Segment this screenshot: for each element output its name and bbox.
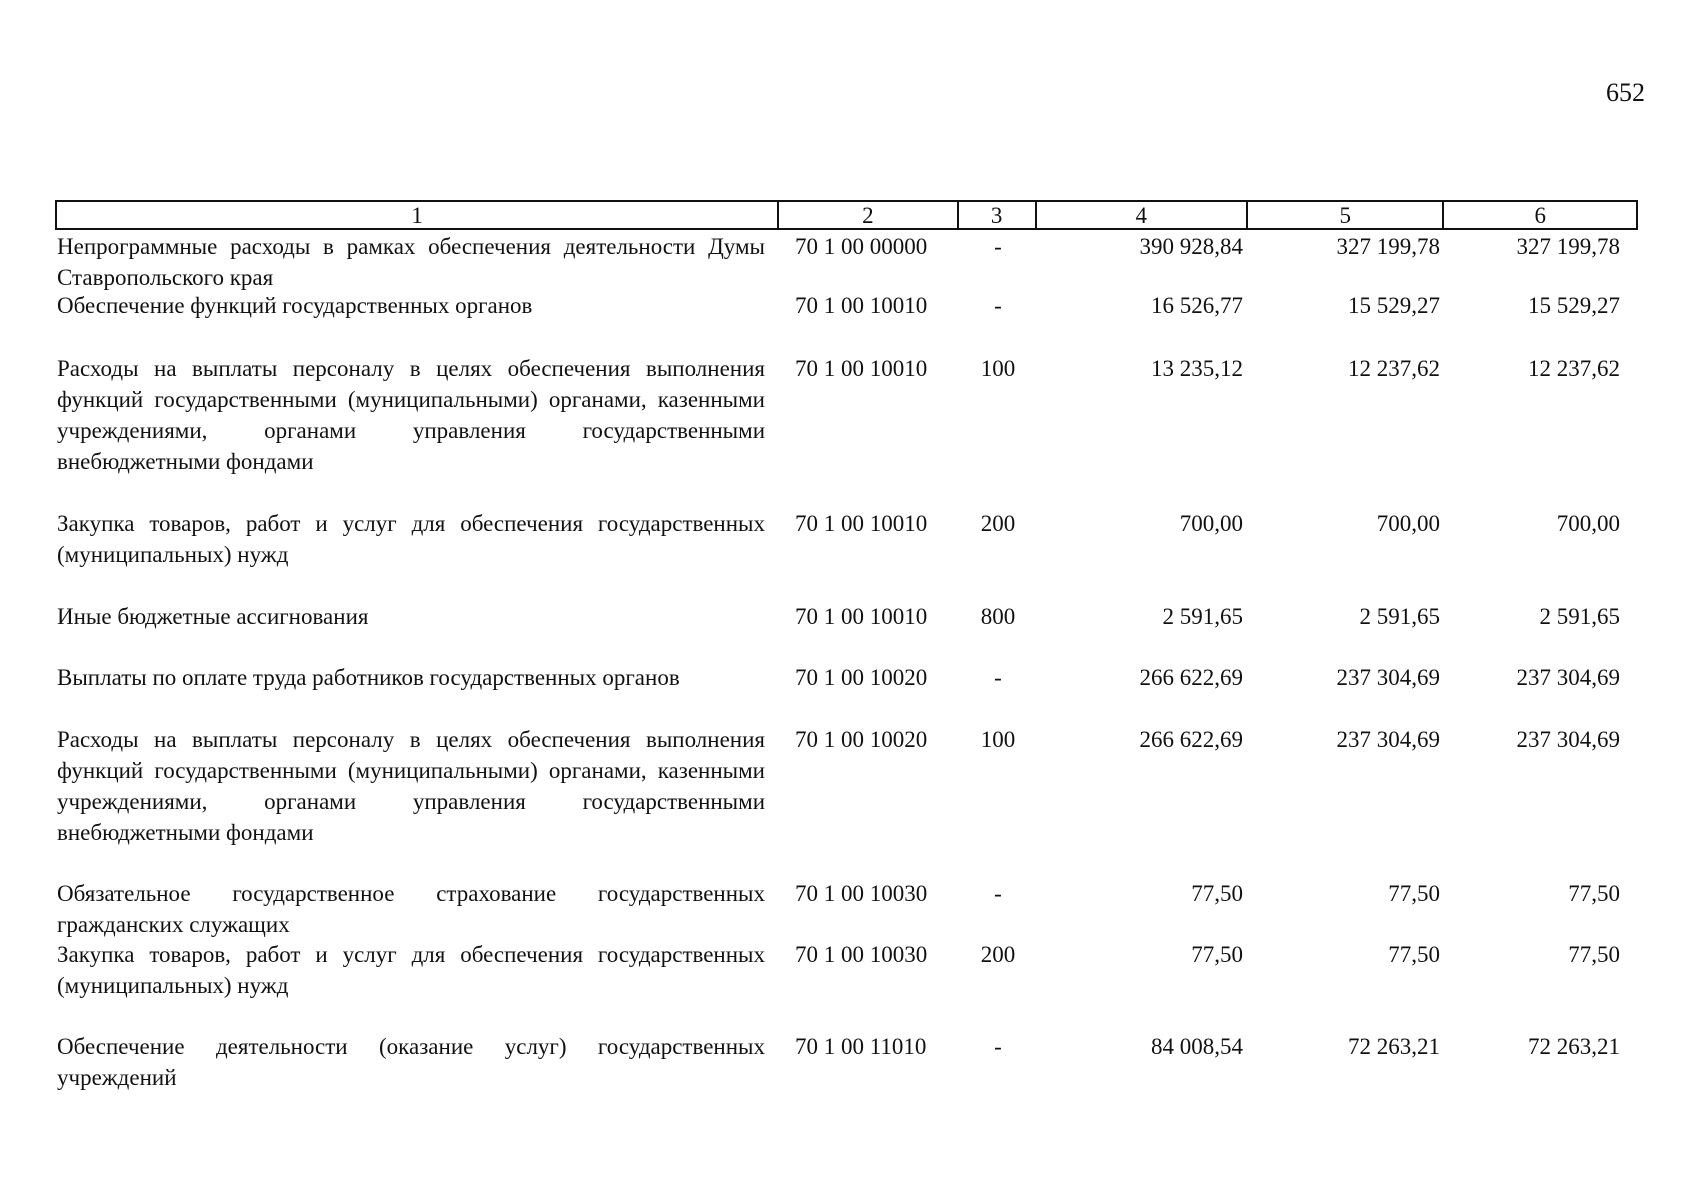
row-name: Закупка товаров, работ и услуг для обеспечения государственных (муниципальных) нужд <box>57 942 765 998</box>
row-type: 200 <box>980 511 1016 536</box>
row-code: 70 1 00 10010 <box>795 604 928 629</box>
row-name: Расходы на выплаты персоналу в целях обеспечения выполнения функций государственными (муниципальными) органами, казенными учреждениями, органами управления государственными внебюджетными фондами <box>57 727 765 845</box>
row-name: Обязательное государственное страхование государственных гражданских служащих <box>57 881 765 937</box>
row-value-3: 700,00 <box>1556 511 1620 536</box>
row-value-1: 77,50 <box>1191 881 1243 906</box>
row-value-2: 77,50 <box>1388 881 1440 906</box>
row-code: 70 1 00 10030 <box>795 881 928 906</box>
row-value-1: 2 591,65 <box>1162 604 1243 629</box>
row-value-3: 2 591,65 <box>1539 604 1620 629</box>
row-value-3: 15 529,27 <box>1528 293 1620 318</box>
row-value-3: 327 199,78 <box>1516 234 1620 259</box>
table-row <box>57 662 1640 724</box>
table-row <box>57 231 1640 290</box>
row-value-1: 266 622,69 <box>1139 727 1243 752</box>
row-value-3: 237 304,69 <box>1516 727 1620 752</box>
row-value-2: 77,50 <box>1388 942 1440 967</box>
row-code: 70 1 00 10030 <box>795 942 928 967</box>
row-name: Иные бюджетные ассигнования <box>57 604 369 629</box>
table-header <box>55 200 1638 230</box>
row-value-3: 237 304,69 <box>1516 665 1620 690</box>
table-row <box>57 290 1640 353</box>
table-row <box>57 353 1640 508</box>
row-code: 70 1 00 00000 <box>795 234 928 259</box>
row-name: Обеспечение деятельности (оказание услуг) государственных учреждений <box>57 1034 765 1090</box>
row-value-2: 12 237,62 <box>1348 356 1440 381</box>
row-type: 100 <box>980 356 1016 381</box>
row-value-2: 2 591,65 <box>1359 604 1440 629</box>
row-type: - <box>994 881 1002 906</box>
row-name: Закупка товаров, работ и услуг для обеспечения государственных (муниципальных) нужд <box>57 511 765 567</box>
row-value-1: 16 526,77 <box>1151 293 1243 318</box>
table-row <box>57 939 1640 1031</box>
row-code: 70 1 00 10020 <box>795 665 928 690</box>
row-name: Выплаты по оплате труда работников государственных органов <box>57 665 680 690</box>
row-value-1: 13 235,12 <box>1151 356 1243 381</box>
row-type: - <box>994 665 1002 690</box>
row-value-3: 12 237,62 <box>1528 356 1620 381</box>
row-value-2: 237 304,69 <box>1336 665 1440 690</box>
row-value-2: 72 263,21 <box>1348 1034 1440 1059</box>
table-row <box>57 508 1640 601</box>
row-code: 70 1 00 10020 <box>795 727 928 752</box>
table-row <box>57 878 1640 939</box>
row-name: Непрограммные расходы в рамках обеспечения деятельности Думы Ставропольского края <box>57 234 765 290</box>
row-value-2: 327 199,78 <box>1336 234 1440 259</box>
table-row <box>57 601 1640 662</box>
row-code: 70 1 00 11010 <box>795 1034 927 1059</box>
header-col-3: 3 <box>959 202 1037 228</box>
row-code: 70 1 00 10010 <box>795 356 928 381</box>
row-value-3: 72 263,21 <box>1528 1034 1620 1059</box>
row-value-1: 77,50 <box>1191 942 1243 967</box>
row-value-2: 700,00 <box>1376 511 1440 536</box>
row-value-2: 237 304,69 <box>1336 727 1440 752</box>
row-type: - <box>994 1034 1002 1059</box>
row-value-3: 77,50 <box>1568 881 1620 906</box>
row-value-1: 390 928,84 <box>1139 234 1243 259</box>
row-value-2: 15 529,27 <box>1348 293 1440 318</box>
table-row <box>57 1031 1640 1101</box>
row-value-1: 700,00 <box>1179 511 1243 536</box>
row-value-1: 266 622,69 <box>1139 665 1243 690</box>
row-type: 200 <box>980 942 1016 967</box>
row-name: Обеспечение функций государственных органов <box>57 293 533 318</box>
row-type: 800 <box>980 604 1016 629</box>
row-name: Расходы на выплаты персоналу в целях обеспечения выполнения функций государственными (муниципальными) органами, казенными учреждениями, органами управления государственными внебюджетными фондами <box>57 356 765 474</box>
table-row <box>57 724 1640 878</box>
header-col-5: 5 <box>1248 202 1445 228</box>
row-code: 70 1 00 10010 <box>795 511 928 536</box>
table-body <box>57 231 1640 1101</box>
row-type: - <box>994 293 1002 318</box>
row-code: 70 1 00 10010 <box>795 293 928 318</box>
row-value-3: 77,50 <box>1568 942 1620 967</box>
row-value-1: 84 008,54 <box>1151 1034 1243 1059</box>
header-col-2: 2 <box>779 202 959 228</box>
page-number: 652 <box>1606 78 1645 107</box>
header-col-6: 6 <box>1534 203 1546 228</box>
header-col-4: 4 <box>1037 202 1248 228</box>
row-type: - <box>994 234 1002 259</box>
header-col-1: 1 <box>57 202 779 228</box>
row-type: 100 <box>980 727 1016 752</box>
